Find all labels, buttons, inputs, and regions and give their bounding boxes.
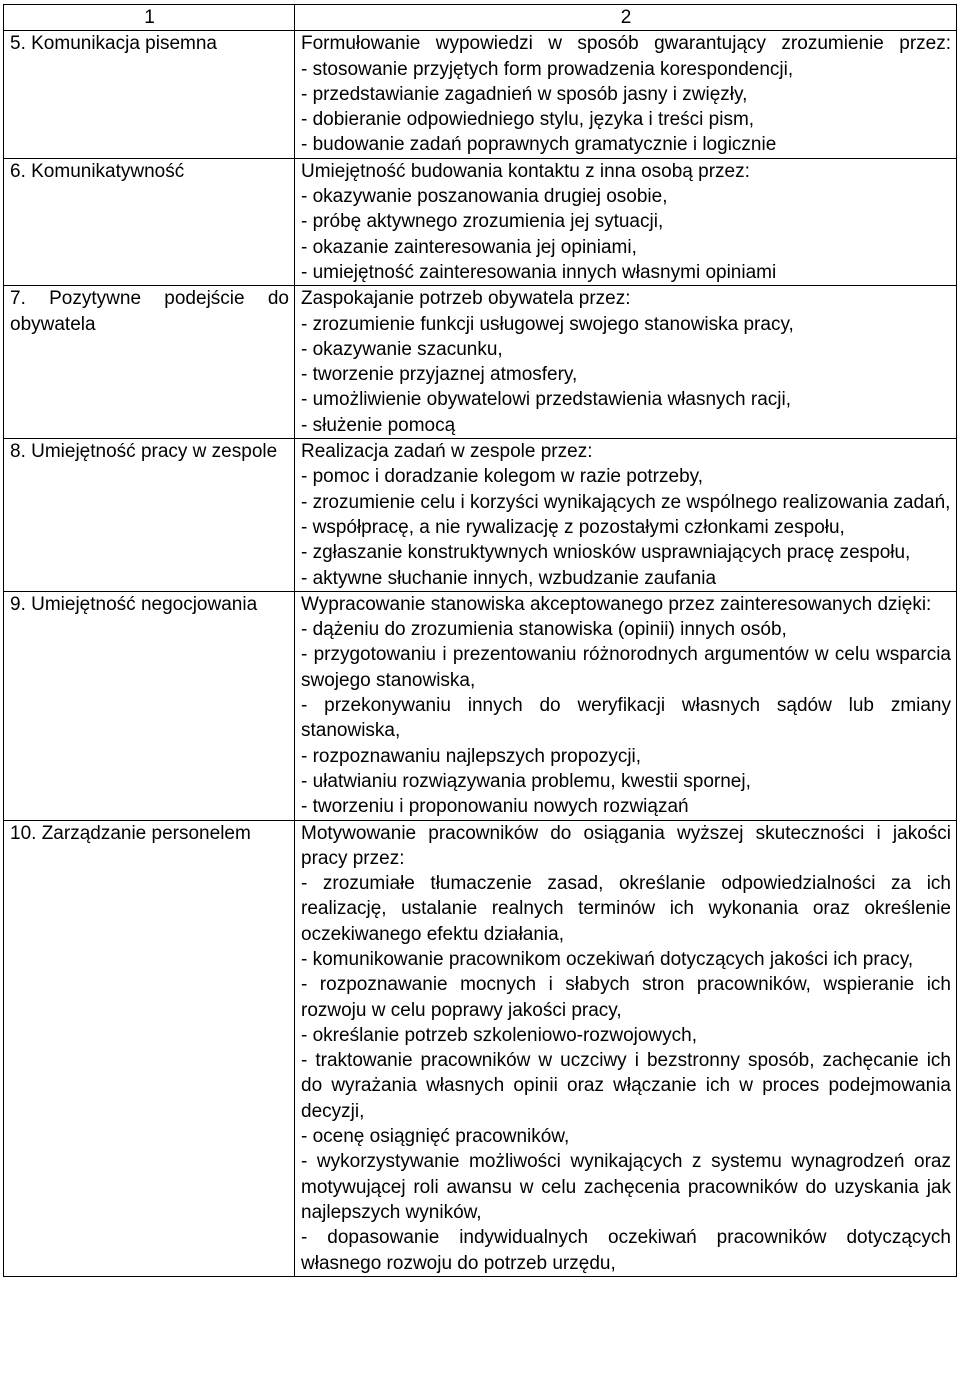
description-line: - ułatwianiu rozwiązywania problemu, kwestii spornej, bbox=[301, 770, 751, 792]
description-line: - rozpoznawanie mocnych i słabych stron pracowników, wspieranie ich rozwoju w celu poprawy jakości pracy, bbox=[301, 974, 951, 1021]
competency-name: 5. Komunikacja pisemna bbox=[4, 31, 295, 158]
table-row bbox=[4, 439, 957, 592]
description-line: - przygotowaniu i prezentowaniu różnorodnych argumentów w celu wsparcia swojego stanowiska, bbox=[301, 644, 951, 691]
description-line: - umiejętność zainteresowania innych własnymi opiniami bbox=[301, 261, 777, 283]
competency-table bbox=[3, 4, 957, 1277]
description-line: - zrozumienie celu i korzyści wynikających ze wspólnego realizowania zadań, bbox=[301, 491, 951, 513]
competency-description bbox=[295, 158, 957, 285]
description-line: - ocenę osiągnięć pracowników, bbox=[301, 1126, 570, 1148]
competency-name: 7. Pozytywne podejście do obywatela bbox=[4, 286, 295, 439]
description-line: - komunikowanie pracownikom oczekiwań dotyczących jakości ich pracy, bbox=[301, 948, 914, 970]
competency-name: 10. Zarządzanie personelem bbox=[4, 820, 295, 1276]
description-line: - okazanie zainteresowania jej opiniami, bbox=[301, 236, 637, 258]
competency-description bbox=[295, 31, 957, 158]
header-row bbox=[4, 5, 957, 31]
description-line: - okazywanie poszanowania drugiej osobie, bbox=[301, 186, 668, 208]
competency-description bbox=[295, 286, 957, 439]
description-line: - dążeniu do zrozumienia stanowiska (opinii) innych osób, bbox=[301, 619, 787, 641]
competency-name: 8. Umiejętność pracy w zespole bbox=[4, 439, 295, 592]
description-line: - tworzeniu i proponowaniu nowych rozwiązań bbox=[301, 796, 689, 818]
description-line: - pomoc i doradzanie kolegom w razie potrzeby, bbox=[301, 466, 704, 488]
column-header-2: 2 bbox=[295, 5, 957, 31]
description-line: - zrozumienie funkcji usługowej swojego stanowiska pracy, bbox=[301, 313, 794, 335]
description-line: - współpracę, a nie rywalizację z pozostałymi członkami zespołu, bbox=[301, 516, 845, 538]
competency-name: 9. Umiejętność negocjowania bbox=[4, 591, 295, 820]
description-line: - tworzenie przyjaznej atmosfery, bbox=[301, 364, 578, 386]
competency-name: 6. Komunikatywność bbox=[4, 158, 295, 285]
description-line: - aktywne słuchanie innych, wzbudzanie zaufania bbox=[301, 567, 717, 589]
table-row bbox=[4, 286, 957, 439]
competency-description bbox=[295, 820, 957, 1276]
description-line: - umożliwienie obywatelowi przedstawienia własnych racji, bbox=[301, 389, 791, 411]
description-line: - przekonywaniu innych do weryfikacji własnych sądów lub zmiany stanowiska, bbox=[301, 695, 951, 742]
description-line: Zaspokajanie potrzeb obywatela przez: bbox=[301, 288, 631, 310]
description-line: - zrozumiałe tłumaczenie zasad, określanie odpowiedzialności za ich realizację, ustalanie realnych terminów ich wykonania oraz określenie oczekiwanego efektu działania, bbox=[301, 873, 951, 945]
column-header-1: 1 bbox=[4, 5, 295, 31]
description-line: - stosowanie przyjętych form prowadzenia korespondencji, bbox=[301, 58, 794, 80]
description-line: - dobieranie odpowiedniego stylu, języka i treści pism, bbox=[301, 109, 755, 131]
description-line: Umiejętność budowania kontaktu z inna osobą przez: bbox=[301, 160, 750, 182]
description-line: - służenie pomocą bbox=[301, 414, 456, 436]
description-line: - traktowanie pracowników w uczciwy i bezstronny sposób, zachęcanie ich do wyrażania własnych opinii oraz włączanie ich w proces podejmowania decyzji, bbox=[301, 1050, 951, 1122]
description-line: - wykorzystywanie możliwości wynikających z systemu wynagrodzeń oraz motywującej roli awansu w celu zachęcenia pracowników do uzyskania jak najlepszych wyników, bbox=[301, 1151, 951, 1223]
competency-description bbox=[295, 439, 957, 592]
description-line: - okazywanie szacunku, bbox=[301, 338, 503, 360]
description-line: - zgłaszanie konstruktywnych wniosków usprawniających pracę zespołu, bbox=[301, 542, 911, 564]
table-row bbox=[4, 591, 957, 820]
description-line: - próbę aktywnego zrozumienia jej sytuacji, bbox=[301, 211, 664, 233]
description-line: - dopasowanie indywidualnych oczekiwań pracowników dotyczących własnego rozwoju do potrzeb urzędu, bbox=[301, 1227, 951, 1274]
description-line: - określanie potrzeb szkoleniowo-rozwojowych, bbox=[301, 1024, 698, 1046]
table-row bbox=[4, 158, 957, 285]
description-line: Formułowanie wypowiedzi w sposób gwarantujący zrozumienie przez: bbox=[301, 33, 951, 55]
table-row bbox=[4, 820, 957, 1276]
description-line: - rozpoznawaniu najlepszych propozycji, bbox=[301, 745, 642, 767]
table-row bbox=[4, 31, 957, 158]
description-line: - przedstawianie zagadnień w sposób jasny i zwięzły, bbox=[301, 83, 748, 105]
description-line: Wypracowanie stanowiska akceptowanego przez zainteresowanych dzięki: bbox=[301, 593, 932, 615]
description-line: Realizacja zadań w zespole przez: bbox=[301, 441, 593, 463]
description-line: Motywowanie pracowników do osiągania wyższej skuteczności i jakości pracy przez: bbox=[301, 822, 951, 869]
competency-description bbox=[295, 591, 957, 820]
description-line: - budowanie zadań poprawnych gramatycznie i logicznie bbox=[301, 134, 777, 156]
